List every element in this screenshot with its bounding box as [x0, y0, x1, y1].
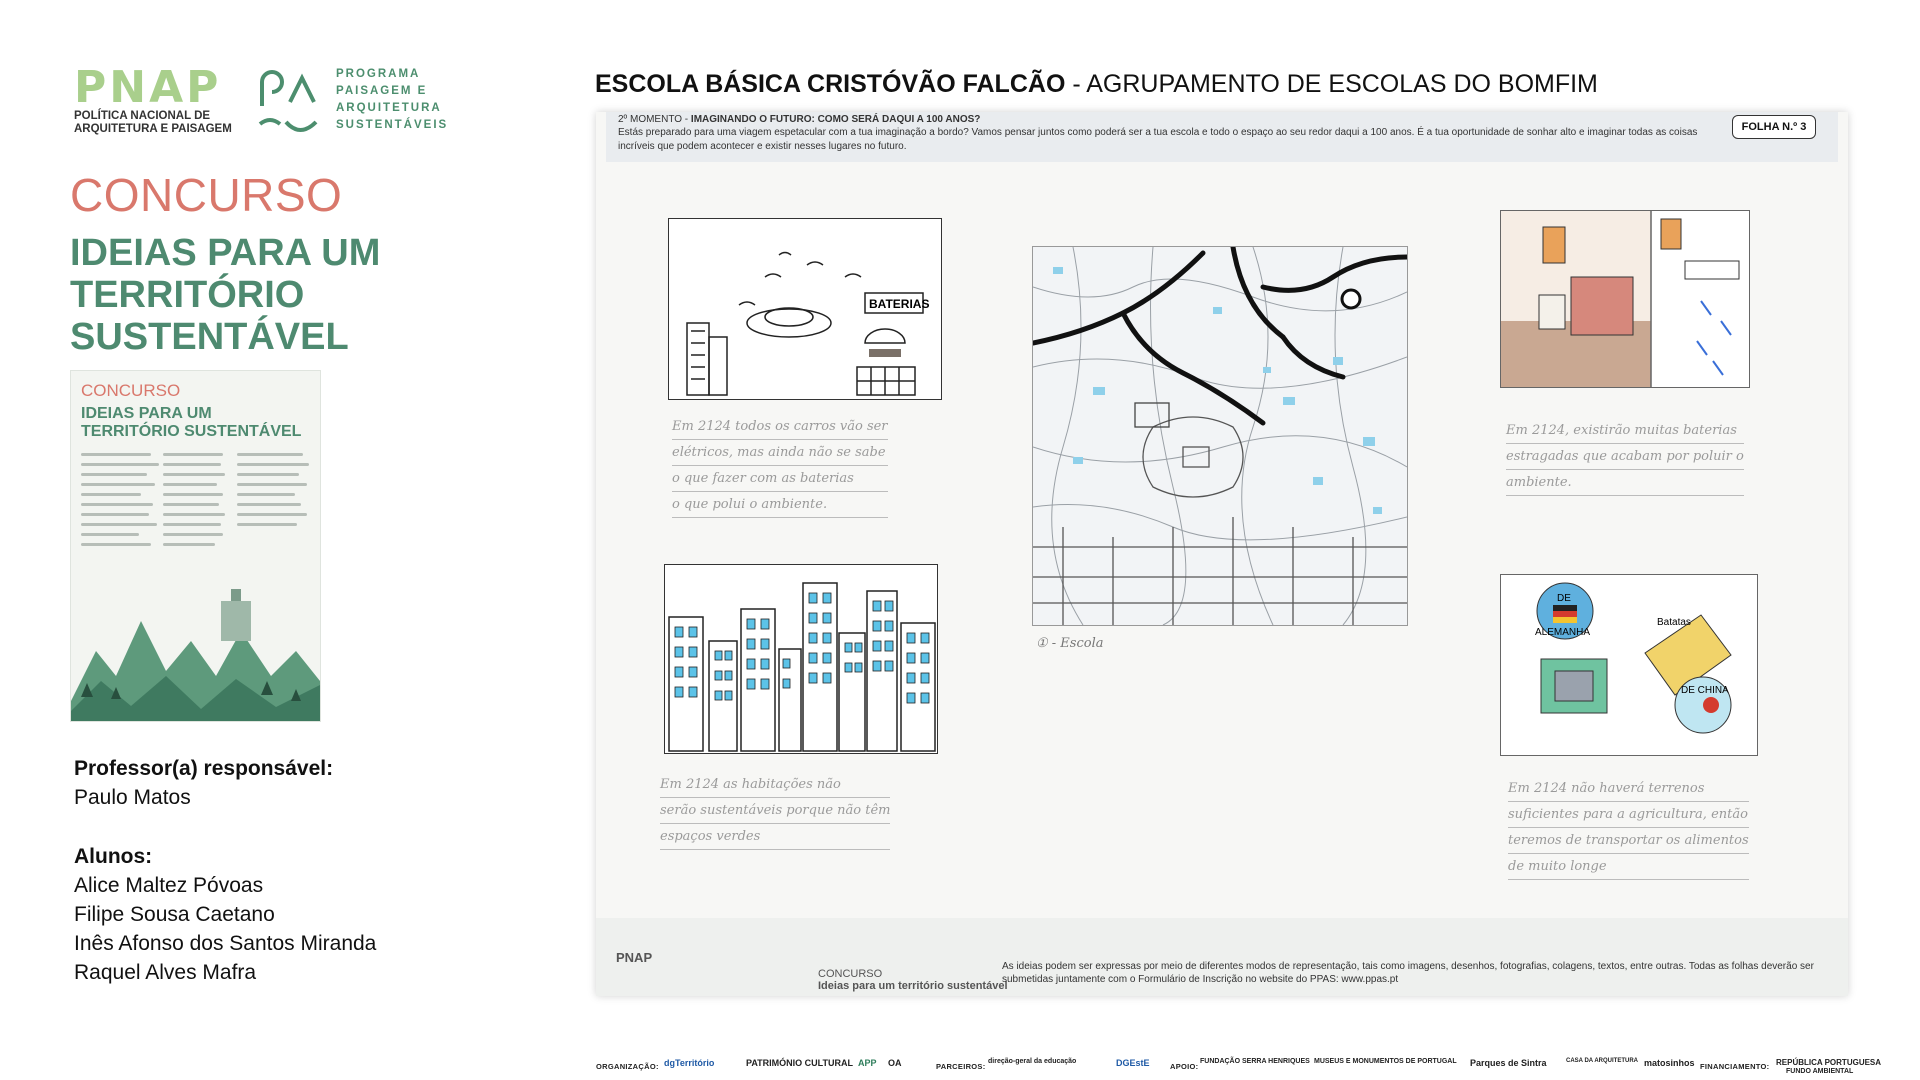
label-baterias: BATERIAS: [869, 297, 930, 311]
poster-text-line: [81, 513, 149, 516]
caption-line: elétricos, mas ainda não se sabe: [672, 440, 888, 466]
drawing-imported-food: [1500, 574, 1758, 756]
poster-landscape-illustration: [71, 581, 320, 721]
worksheet-footer-contest: [818, 968, 1008, 992]
worksheet-footer-note: As ideias podem ser expressas por meio de diferentes modos de representação, tais como imagens, desenhos, fotografias, colagens, textos, entre outras. Todas as folhas deverão ser submetidas juntamente com o Formulário de Inscrição no website do PPAS: www.ppas.pt: [1002, 961, 1814, 985]
label-alemanha: ALEMANHA: [1535, 627, 1591, 638]
drawing-electric-cars-art: [669, 219, 941, 399]
worksheet-scan: [596, 112, 1848, 996]
sponsor-logo: FUNDAÇÃO SERRA HENRIQUES: [1200, 1058, 1310, 1065]
professor-name: Paulo Matos: [74, 786, 191, 809]
pnap-logo: [74, 62, 244, 138]
poster-text-line: [237, 463, 309, 466]
caption-line: o que polui o ambiente.: [672, 492, 888, 518]
contest-poster-thumbnail: [70, 370, 321, 722]
sheet-number-badge: FOLHA N.º 3: [1732, 115, 1816, 139]
professor-label: Professor(a) responsável:: [74, 757, 334, 780]
contest-title: IDEIAS PARA UM TERRITÓRIO SUSTENTÁVEL: [70, 232, 381, 358]
worksheet-intro: Estás preparado para uma viagem espetacular com a tua imaginação a bordo? Vamos pensar juntos como poderá ser a tua escola e todo o espaço ao seu redor daqui a 100 anos. É a tua oportunidade de sonhar alto e imaginar todas as coisas incríveis que podem acontecer e existir nesses lugares no futuro.: [618, 127, 1698, 152]
sponsor-label-apoio: APOIO:: [1170, 1062, 1199, 1071]
caption-bottom-right: [1508, 776, 1749, 880]
poster-text-line: [81, 543, 151, 546]
sponsor-logo: FUNDO AMBIENTAL: [1786, 1068, 1854, 1075]
moment-prefix: 2º MOMENTO -: [618, 114, 691, 125]
ppas-logo-mark: [254, 66, 330, 142]
sponsor-logo: dgTerritório: [664, 1058, 715, 1068]
caption-line: estragadas que acabam por poluir o: [1506, 444, 1744, 470]
ppas-logo-line-2: PAISAGEM E: [336, 85, 428, 97]
poster-text-line: [163, 473, 225, 476]
caption-line: suficientes para a agricultura, então: [1508, 802, 1749, 828]
ppas-logo-line-1: PROGRAMA: [336, 68, 421, 80]
sponsor-logo: matosinhos: [1644, 1058, 1695, 1068]
ppas-logo-line-3: ARQUITETURA: [336, 102, 442, 114]
pnap-logo-line-1: POLÍTICA NACIONAL DE: [74, 110, 211, 122]
poster-text-line: [237, 523, 297, 526]
poster-text-line: [81, 473, 147, 476]
poster-text-line: [237, 483, 307, 486]
school-group: AGRUPAMENTO DE ESCOLAS DO BOMFIM: [1086, 70, 1598, 98]
concurso-heading: CONCURSO: [70, 169, 343, 221]
sponsor-logo: PATRIMÓNIO CULTURAL: [746, 1058, 853, 1068]
poster-text-line: [237, 473, 299, 476]
poster-concurso: CONCURSO: [81, 381, 181, 400]
worksheet-moment-title: [618, 114, 980, 125]
poster-title: IDEIAS PARA UM TERRITÓRIO SUSTENTÁVEL: [81, 405, 302, 440]
label-batatas: Batatas: [1657, 617, 1691, 628]
label-china: DE CHINA: [1681, 685, 1729, 696]
worksheet-footer-logo: PNAP: [616, 950, 653, 965]
poster-text-line: [81, 463, 159, 466]
poster-text-line: [81, 503, 153, 506]
caption-line: Em 2124 as habitações não: [660, 772, 890, 798]
students-label: Alunos:: [74, 845, 153, 868]
poster-text-line: [81, 533, 139, 536]
sponsor-logo: APP: [858, 1058, 877, 1068]
label-de: DE: [1557, 593, 1571, 604]
caption-line: de muito longe: [1508, 854, 1749, 880]
caption-line: espaços verdes: [660, 824, 890, 850]
school-area-map: [1032, 246, 1408, 626]
sponsor-logo: Parques de Sintra: [1470, 1058, 1547, 1068]
poster-text-line: [163, 483, 217, 486]
sponsor-logo: direção-geral da educação: [988, 1058, 1077, 1065]
map-caption: ① - Escola: [1036, 636, 1104, 651]
header-separator: -: [1065, 70, 1087, 98]
student-name: Raquel Alves Mafra: [74, 961, 257, 984]
poster-text-line: [237, 503, 301, 506]
caption-bottom-left: [660, 772, 890, 850]
poster-text-line: [237, 453, 303, 456]
drawing-imported-food-art: [1501, 575, 1757, 755]
poster-text-line: [163, 533, 223, 536]
drawing-buildings: [664, 564, 938, 754]
caption-line: serão sustentáveis porque não têm: [660, 798, 890, 824]
student-name: Alice Maltez Póvoas: [74, 874, 264, 897]
sponsor-label-parceiros: PARCEIROS:: [936, 1062, 986, 1071]
caption-line: teremos de transportar os alimentos: [1508, 828, 1749, 854]
footer-concurso: CONCURSO: [818, 968, 883, 980]
school-header: [595, 70, 1598, 99]
drawing-buildings-art: [665, 565, 937, 753]
school-name: ESCOLA BÁSICA CRISTÓVÃO FALCÃO: [595, 70, 1066, 98]
drawing-batteries-art: [1501, 211, 1749, 387]
caption-line: Em 2124, existirão muitas baterias: [1506, 418, 1744, 444]
footer-title: Ideias para um território sustentável: [818, 980, 1008, 992]
poster-text-line: [163, 493, 223, 496]
poster-text-line: [163, 523, 221, 526]
poster-text-line: [163, 503, 219, 506]
poster-text-line: [81, 483, 155, 486]
student-name: Inês Afonso dos Santos Miranda: [74, 932, 377, 955]
caption-line: o que fazer com as baterias: [672, 466, 888, 492]
caption-line: ambiente.: [1506, 470, 1744, 496]
poster-text-line: [81, 453, 151, 456]
caption-line: Em 2124 todos os carros vão ser: [672, 414, 888, 440]
caption-top-right: [1506, 418, 1744, 496]
sponsor-logo: OA: [888, 1058, 902, 1068]
pnap-logo-mark: PNAP: [74, 62, 222, 113]
school-area-map-art: [1033, 247, 1407, 625]
poster-text-line: [163, 513, 225, 516]
drawing-batteries: [1500, 210, 1750, 388]
poster-text-line: [163, 543, 215, 546]
sponsor-label-organizacao: ORGANIZAÇÃO:: [596, 1062, 659, 1071]
poster-text-line: [81, 493, 141, 496]
drawing-electric-cars: [668, 218, 942, 400]
student-name: Filipe Sousa Caetano: [74, 903, 275, 926]
poster-text-line: [163, 463, 221, 466]
poster-text-line: [237, 513, 307, 516]
ppas-logo: [254, 66, 464, 142]
poster-text-line: [163, 453, 223, 456]
pnap-logo-line-2: ARQUITETURA E PAISAGEM: [74, 123, 232, 135]
sponsor-logo: REPÚBLICA PORTUGUESA: [1776, 1058, 1882, 1067]
caption-top-left: [672, 414, 888, 518]
moment-title: IMAGINANDO O FUTURO: COMO SERÁ DAQUI A 100 ANOS?: [690, 114, 981, 125]
sponsor-bar: [596, 1054, 1882, 1080]
poster-text-line: [237, 493, 295, 496]
poster-text-line: [81, 523, 157, 526]
caption-line: Em 2124 não haverá terrenos: [1508, 776, 1749, 802]
sponsor-label-financiamento: FINANCIAMENTO:: [1700, 1062, 1770, 1071]
ppas-logo-line-4: SUSTENTÁVEIS: [336, 119, 449, 131]
sponsor-logo: DGEstE: [1116, 1058, 1150, 1068]
sponsor-logo: CASA DA ARQUITETURA: [1566, 1058, 1638, 1064]
sponsor-logo: MUSEUS E MONUMENTOS DE PORTUGAL: [1314, 1058, 1457, 1065]
